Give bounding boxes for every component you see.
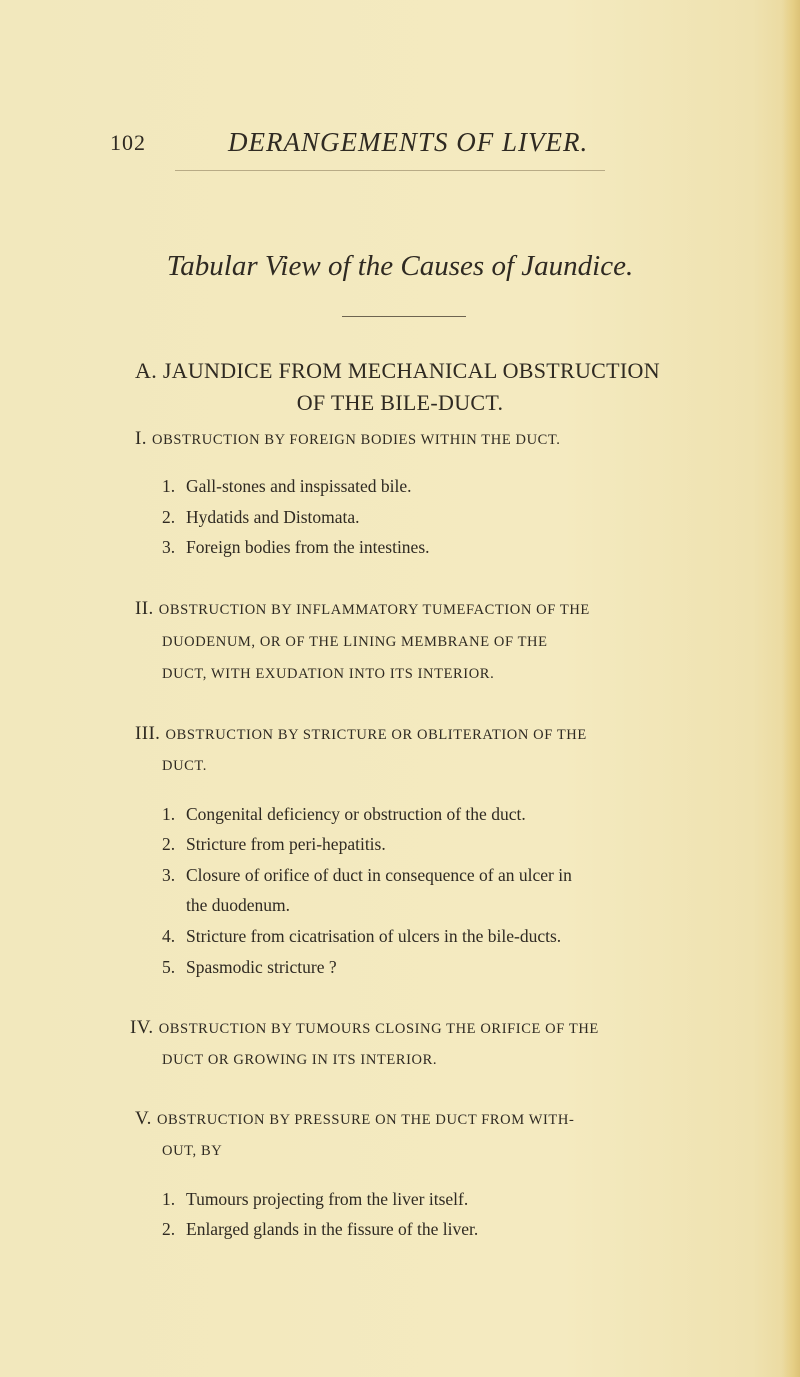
group-line: DUODENUM, OR OF THE LINING MEMBRANE OF THE: [162, 634, 548, 650]
group-line: OBSTRUCTION BY FOREIGN BODIES WITHIN THE DUCT.: [152, 432, 561, 448]
group-iii-heading: [135, 718, 587, 751]
group-line: OBSTRUCTION BY INFLAMMATORY TUMEFACTION OF THE: [158, 602, 590, 618]
list-item: the duodenum.: [186, 895, 291, 915]
running-title: DERANGEMENTS OF LIVER.: [228, 127, 589, 157]
running-head: [0, 127, 800, 170]
page-edge: [782, 0, 800, 1377]
section-a-label: A.: [135, 358, 157, 383]
roman-numeral: II.: [135, 598, 154, 619]
roman-numeral: I.: [135, 428, 147, 449]
list-item: 1. Congenital deficiency or obstruction of the duct.: [162, 804, 526, 824]
table-title: Tabular View of the Causes of Jaundice.: [166, 250, 634, 282]
group-line: DUCT OR GROWING IN ITS INTERIOR.: [162, 1052, 438, 1068]
group-ii-heading: [135, 593, 590, 626]
list-item: 5. Spasmodic stricture ?: [162, 957, 337, 977]
roman-numeral: III.: [135, 723, 161, 744]
group-line: OBSTRUCTION BY STRICTURE OR OBLITERATION OF THE: [165, 727, 587, 743]
section-a-line1: A. JAUNDICE FROM MECHANICAL OBSTRUCTION: [135, 358, 660, 383]
roman-numeral: V.: [135, 1108, 152, 1129]
group-line: DUCT.: [162, 758, 208, 774]
group-line: OUT, BY: [162, 1143, 223, 1159]
page-number: 102: [110, 130, 146, 155]
group-iv-heading: [130, 1012, 599, 1045]
list-item: 4. Stricture from cicatrisation of ulcers in the bile-ducts.: [162, 926, 562, 946]
group-line: OBSTRUCTION BY PRESSURE ON THE DUCT FROM WITH-: [156, 1112, 575, 1128]
list-item: 2. Enlarged glands in the fissure of the liver.: [162, 1219, 479, 1239]
list-item: 1. Gall-stones and inspissated bile.: [162, 476, 412, 496]
header-rule: [175, 170, 605, 171]
group-i-heading: [135, 423, 561, 456]
list-item: 3. Closure of orifice of duct in consequence of an ulcer in: [162, 865, 572, 885]
list-item: 2. Hydatids and Distomata.: [162, 507, 360, 527]
title-rule: [342, 316, 466, 317]
group-line: OBSTRUCTION BY TUMOURS CLOSING THE ORIFICE OF THE: [158, 1021, 599, 1037]
list-item: 3. Foreign bodies from the intestines.: [162, 537, 430, 557]
roman-numeral: IV.: [130, 1017, 154, 1038]
list-item: 2. Stricture from peri-hepatitis.: [162, 834, 386, 854]
section-a-line2: OF THE BILE-DUCT.: [296, 390, 504, 415]
group-line: DUCT, WITH EXUDATION INTO ITS INTERIOR.: [162, 666, 495, 682]
group-v-heading: [135, 1103, 574, 1136]
list-item: 1. Tumours projecting from the liver itself.: [162, 1189, 469, 1209]
